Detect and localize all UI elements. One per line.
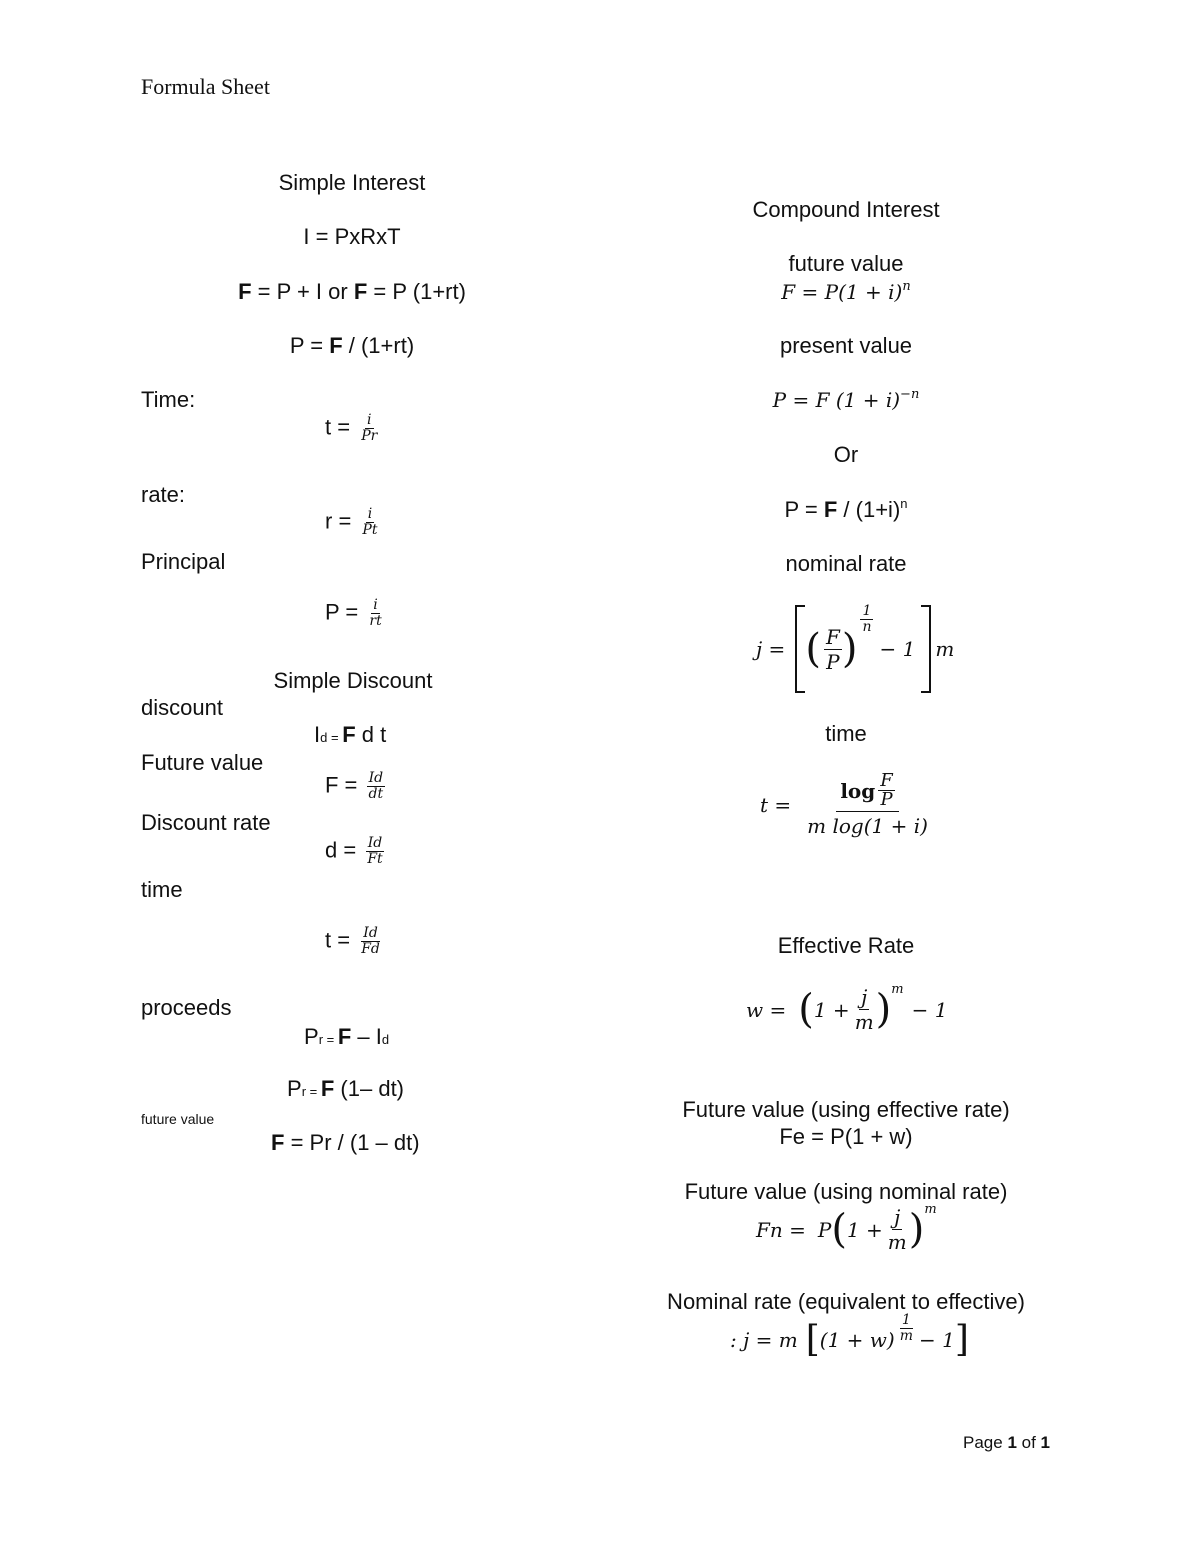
si-principal-formula: P = $\frac{i}{rt}$: [325, 597, 382, 629]
sd-discount-formula: Id = F d t: [314, 722, 387, 747]
si-formula-future-value: F = P + I or F = P (1+rt): [238, 279, 466, 304]
er-future-value-effective-formula: Fe = P(1 + w): [779, 1124, 913, 1149]
er-future-value-nominal-label: Future value (using nominal rate): [684, 1179, 1008, 1204]
page-title: Formula Sheet: [141, 74, 270, 99]
sd-future-label: Future value: [141, 750, 264, 775]
sd-time-label: time: [141, 877, 183, 902]
sd-future-formula: F = $\frac{Id}{dt}$: [325, 770, 384, 802]
si-time-formula: t = $\frac{i}{Pr}$: [325, 412, 378, 444]
er-future-value-nominal-formula: Fn = P(1 + $\frac{j}{m}$ )$^m$: [756, 1202, 937, 1254]
si-time-label: Time:: [141, 387, 196, 412]
si-formula-interest: I = PxRxT: [303, 224, 401, 249]
ci-time-label: time: [825, 721, 867, 746]
sd-future-value-small-label: future value: [141, 1111, 215, 1127]
sd-proceeds-formula-2: Pr = F (1– dt): [287, 1076, 405, 1101]
er-future-value-effective-label: Future value (using effective rate): [682, 1097, 1010, 1122]
ci-present-value-label: present value: [779, 333, 913, 358]
sd-rate-formula: d = $\frac{Id}{Ft}$: [325, 835, 383, 867]
ci-time-formula: t = log $\frac{F}{P}$ m log(1 + i): [760, 770, 928, 838]
er-nominal-equivalent-formula: : j = m [(1 + w) $\frac{1}{m}$ − 1]: [730, 1311, 969, 1360]
er-nominal-equivalent-label: Nominal rate (equivalent to effective): [667, 1289, 1025, 1314]
sd-proceeds-formula-1: Pr = F – Id: [304, 1024, 390, 1049]
page-number: Page 1 of 1: [963, 1433, 1050, 1452]
sd-proceeds-label: proceeds: [141, 995, 232, 1020]
sd-discount-label: discount: [141, 695, 223, 720]
ci-nominal-rate-formula: j = ( $\frac{F}{P}$ ) $\frac{1}{n}$ − 1 m: [756, 605, 954, 693]
sd-future-value-formula: F = Pr / (1 – dt): [271, 1130, 420, 1155]
simple-interest-heading: Simple Interest: [278, 170, 426, 195]
effective-rate-heading: Effective Rate: [777, 933, 915, 958]
si-principal-label: Principal: [141, 549, 226, 574]
compound-interest-heading: Compound Interest: [752, 197, 940, 222]
er-formula: w = (1 + $\frac{j}{m}$ )$^m$− 1: [746, 982, 948, 1034]
ci-present-value-formula-2: $P = F / (1+i)^n$: [784, 496, 908, 522]
ci-future-value-formula: $F = P(1 + i)^n$: [781, 279, 911, 304]
si-formula-principal: P = F / (1+rt): [289, 333, 415, 358]
sd-time-formula: t = $\frac{Id}{Fd}$: [325, 925, 380, 957]
ci-nominal-rate-label: nominal rate: [785, 551, 907, 576]
simple-discount-heading: Simple Discount: [273, 668, 433, 693]
si-rate-label: rate:: [141, 482, 186, 507]
ci-present-value-formula: P = F $(1 + i)^{-n}$: [772, 387, 920, 412]
ci-future-value-label: future value: [788, 251, 904, 276]
sd-rate-label: Discount rate: [141, 810, 271, 835]
ci-or-label: Or: [833, 442, 859, 467]
si-rate-formula: r = $\frac{i}{Pt}$: [325, 506, 378, 538]
